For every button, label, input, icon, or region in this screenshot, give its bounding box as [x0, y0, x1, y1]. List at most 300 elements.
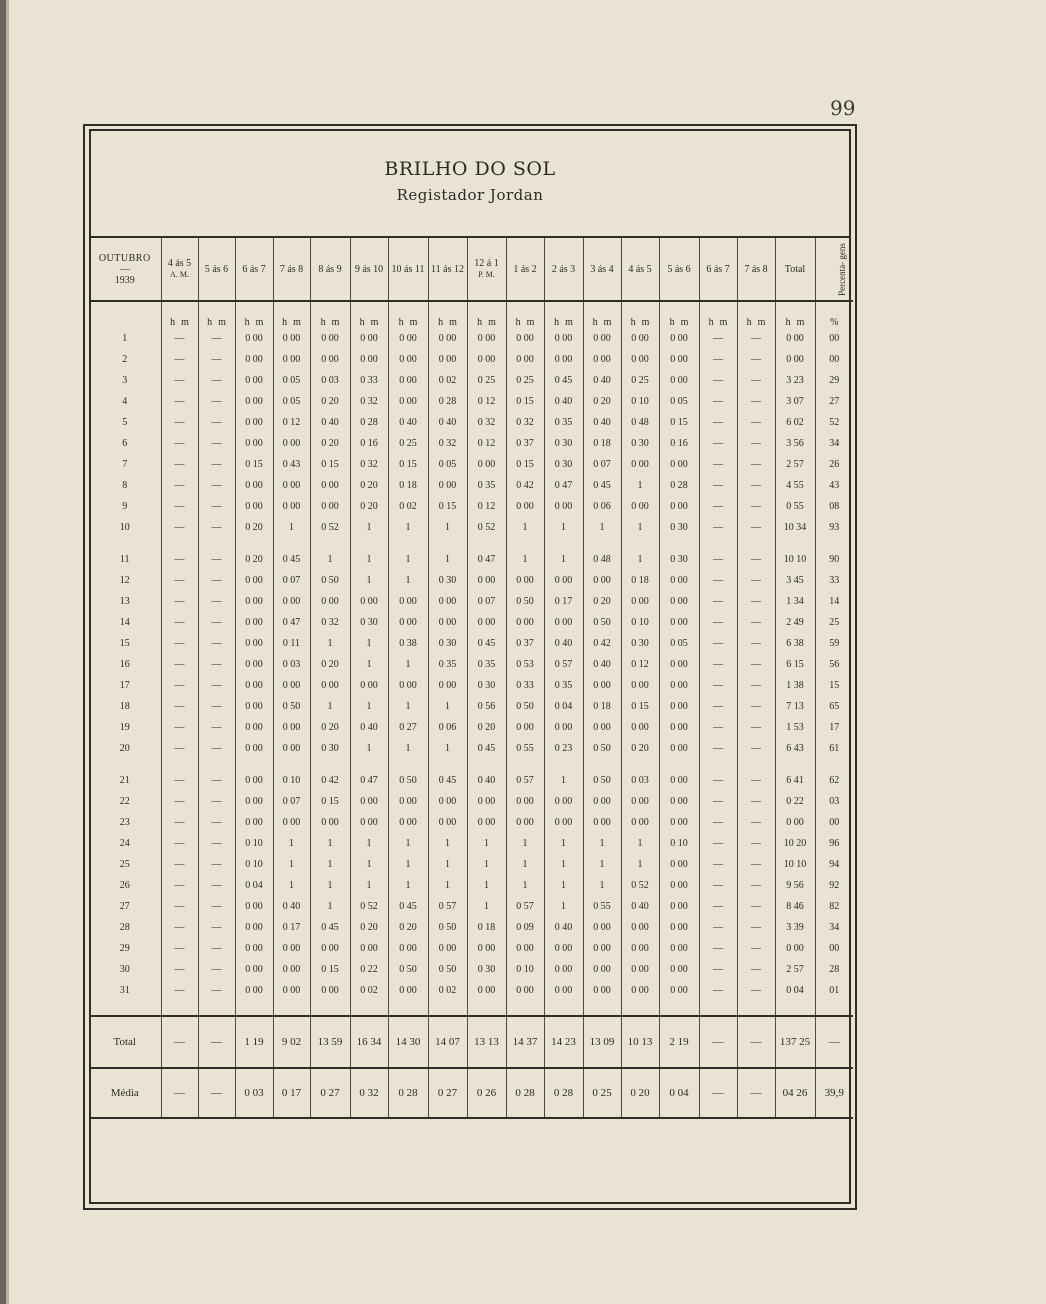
table-cell: 0 00 — [506, 349, 544, 370]
unit-pct: % — [815, 301, 853, 328]
table-cell: 0 50 — [583, 770, 621, 791]
day-number: 21 — [119, 775, 130, 786]
table-cell: 0 00 — [235, 654, 273, 675]
table-cell: 0 00 — [544, 980, 583, 1001]
table-cell: 0 15 — [310, 791, 350, 812]
spacer-cell — [198, 1001, 235, 1016]
table-row — [89, 370, 853, 391]
table-cell: 0 55 — [775, 496, 815, 517]
table-cell: — — [198, 717, 235, 738]
spacer-cell — [350, 1001, 388, 1016]
table-cell: 0 50 — [428, 959, 467, 980]
table-cell: 0 00 — [273, 738, 310, 759]
table-cell: 0 00 — [235, 349, 273, 370]
month-dash: — — [119, 263, 130, 275]
table-cell: 8 46 — [775, 896, 815, 917]
table-cell: — — [161, 549, 198, 570]
table-cell: — — [198, 370, 235, 391]
table-cell: — — [737, 349, 775, 370]
table-cell: 0 12 — [467, 391, 506, 412]
month-label: OUTUBRO — [98, 252, 151, 264]
table-cell: 0 04 — [775, 980, 815, 1001]
day-number: 30 — [119, 964, 130, 975]
table-cell: 0 52 — [350, 896, 388, 917]
table-cell: 0 12 — [467, 496, 506, 517]
table-cell: 1 — [506, 875, 544, 896]
table-cell: 0 50 — [583, 612, 621, 633]
table-row — [89, 591, 853, 612]
table-cell: 0 18 — [467, 917, 506, 938]
day-number: 6 — [122, 438, 128, 449]
table-cell: — — [699, 717, 737, 738]
spacer-cell — [273, 759, 310, 770]
table-cell: — — [161, 791, 198, 812]
spacer-cell — [388, 759, 428, 770]
unit-m: m — [719, 317, 728, 328]
table-cell: — — [198, 475, 235, 496]
table-cell: 1 19 — [235, 1016, 273, 1068]
table-cell: 1 — [428, 696, 467, 717]
col-header-7-8-pm: 7 ás 8 — [737, 238, 775, 301]
table-cell: — — [699, 1016, 737, 1068]
units-cell — [198, 301, 235, 328]
table-cell: 0 55 — [506, 738, 544, 759]
spacer-cell — [506, 538, 544, 549]
units-cell — [350, 301, 388, 328]
table-cell: — — [198, 875, 235, 896]
table-cell: — — [737, 917, 775, 938]
table-cell: 2 57 — [775, 454, 815, 475]
table-cell: — — [161, 1068, 198, 1118]
table-cell: 0 25 — [506, 370, 544, 391]
spacer-cell — [506, 759, 544, 770]
table-cell: 0 20 — [350, 475, 388, 496]
spacer-cell — [815, 1001, 853, 1016]
table-row — [89, 717, 853, 738]
table-cell: 0 00 — [659, 349, 699, 370]
table-cell: 0 00 — [621, 717, 659, 738]
table-cell: 2 57 — [775, 959, 815, 980]
day-number: 18 — [119, 701, 130, 712]
table-cell: 0 25 — [583, 1068, 621, 1118]
table-cell: 0 45 — [273, 549, 310, 570]
table-cell: 0 00 — [621, 675, 659, 696]
table-cell: 1 — [544, 770, 583, 791]
table-cell: 0 50 — [583, 738, 621, 759]
table-row — [89, 433, 853, 454]
table-cell: 0 47 — [273, 612, 310, 633]
table-cell: 0 04 — [659, 1068, 699, 1118]
table-cell: 0 00 — [506, 570, 544, 591]
unit-h: h — [170, 317, 176, 328]
table-cell: 0 00 — [659, 696, 699, 717]
table-row — [89, 349, 853, 370]
table-cell: 0 00 — [544, 328, 583, 349]
table-cell: 0 30 — [621, 633, 659, 654]
spacer-cell — [737, 759, 775, 770]
percentage-cell: 34 — [815, 433, 853, 454]
total-row — [89, 1016, 853, 1068]
table-cell: 0 15 — [388, 454, 428, 475]
table-cell: — — [198, 1016, 235, 1068]
table-cell: 10 20 — [775, 833, 815, 854]
table-cell: 0 00 — [659, 612, 699, 633]
table-cell: — — [161, 696, 198, 717]
table-cell: 0 52 — [621, 875, 659, 896]
table-cell: 0 05 — [659, 633, 699, 654]
table-cell: 0 00 — [659, 770, 699, 791]
table-cell: 10 10 — [775, 854, 815, 875]
table-cell: 0 00 — [428, 349, 467, 370]
table-cell: — — [699, 612, 737, 633]
table-cell: 0 00 — [583, 717, 621, 738]
table-cell: — — [161, 496, 198, 517]
spacer-cell — [659, 1001, 699, 1016]
table-cell: — — [737, 454, 775, 475]
percentage-cell: 62 — [815, 770, 853, 791]
table-cell: 1 — [428, 549, 467, 570]
percentage-cell: 27 — [815, 391, 853, 412]
unit-m: m — [370, 317, 379, 328]
spacer-cell — [621, 538, 659, 549]
table-cell: — — [161, 454, 198, 475]
table-cell: 0 12 — [621, 654, 659, 675]
day-number: 16 — [119, 659, 130, 670]
table-cell: — — [737, 633, 775, 654]
unit-h: h — [398, 317, 404, 328]
table-cell: — — [198, 612, 235, 633]
table-cell: 0 32 — [350, 391, 388, 412]
table-cell: 0 00 — [544, 959, 583, 980]
percentage-cell: 96 — [815, 833, 853, 854]
table-cell: 0 00 — [659, 591, 699, 612]
table-cell: 0 05 — [659, 391, 699, 412]
day-number: 10 — [119, 522, 130, 533]
table-cell: 1 38 — [775, 675, 815, 696]
table-cell: 0 00 — [235, 959, 273, 980]
table-cell: — — [161, 896, 198, 917]
table-cell: 0 05 — [273, 391, 310, 412]
table-cell: 0 00 — [659, 496, 699, 517]
table-cell: 0 30 — [544, 433, 583, 454]
table-cell: — — [699, 675, 737, 696]
table-cell: 0 18 — [388, 475, 428, 496]
table-cell: 0 00 — [235, 391, 273, 412]
table-cell: 0 50 — [506, 591, 544, 612]
day-number: 3 — [122, 375, 128, 386]
table-cell: 0 45 — [428, 770, 467, 791]
table-cell: 1 — [350, 738, 388, 759]
day-number: 2 — [122, 354, 128, 365]
table-row — [89, 454, 853, 475]
table-cell: — — [737, 938, 775, 959]
table-cell: 0 20 — [467, 717, 506, 738]
table-row — [89, 675, 853, 696]
table-cell: 1 — [621, 475, 659, 496]
unit-m: m — [757, 317, 766, 328]
table-cell: 0 00 — [544, 612, 583, 633]
spacer-cell — [310, 759, 350, 770]
table-cell: 0 18 — [583, 696, 621, 717]
table-row — [89, 896, 853, 917]
spacer-cell — [699, 759, 737, 770]
col-header-percentages — [815, 238, 853, 301]
table-cell: — — [699, 833, 737, 854]
table-cell: 0 00 — [388, 791, 428, 812]
table-cell: 04 26 — [775, 1068, 815, 1118]
spacer-cell — [544, 1001, 583, 1016]
spacer-cell — [621, 1001, 659, 1016]
percentage-cell: 14 — [815, 591, 853, 612]
table-cell: — — [198, 980, 235, 1001]
table-cell: — — [198, 738, 235, 759]
table-cell: 0 00 — [235, 591, 273, 612]
table-cell: — — [737, 612, 775, 633]
table-cell: — — [198, 433, 235, 454]
table-cell: 1 — [583, 517, 621, 538]
table-cell: 6 41 — [775, 770, 815, 791]
table-cell: — — [161, 959, 198, 980]
table-cell: 1 — [388, 854, 428, 875]
table-cell: 1 — [467, 875, 506, 896]
spacer-cell — [467, 1001, 506, 1016]
table-row — [89, 791, 853, 812]
table-cell: 0 00 — [659, 938, 699, 959]
table-cell: — — [737, 433, 775, 454]
table-cell: — — [699, 770, 737, 791]
day-number: 5 — [122, 417, 128, 428]
table-cell: 0 20 — [583, 391, 621, 412]
spacer-cell — [737, 1001, 775, 1016]
units-cell — [659, 301, 699, 328]
table-cell: — — [737, 875, 775, 896]
table-cell: 0 00 — [428, 812, 467, 833]
table-row — [89, 980, 853, 1001]
table-cell: 6 02 — [775, 412, 815, 433]
table-cell: 0 30 — [659, 517, 699, 538]
table-cell: 0 47 — [467, 549, 506, 570]
table-cell: 0 35 — [467, 654, 506, 675]
table-row — [89, 833, 853, 854]
table-cell: — — [161, 475, 198, 496]
table-cell: — — [737, 812, 775, 833]
table-cell: 0 00 — [350, 812, 388, 833]
table-cell: 0 00 — [273, 959, 310, 980]
table-cell: 0 17 — [273, 917, 310, 938]
table-cell: 0 57 — [428, 896, 467, 917]
table-cell: — — [198, 917, 235, 938]
table-row — [89, 696, 853, 717]
table-cell: 0 00 — [659, 717, 699, 738]
table-cell: — — [737, 770, 775, 791]
table-cell: — — [699, 938, 737, 959]
spacer-cell — [89, 1001, 161, 1016]
percentage-cell: 92 — [815, 875, 853, 896]
table-cell: 0 00 — [621, 938, 659, 959]
table-cell: 0 00 — [544, 791, 583, 812]
table-cell: 0 45 — [310, 917, 350, 938]
unit-h: h — [669, 317, 675, 328]
table-cell: — — [737, 791, 775, 812]
table-cell: 0 03 — [621, 770, 659, 791]
table-cell: 0 30 — [350, 612, 388, 633]
table-cell: 0 40 — [583, 412, 621, 433]
table-cell: — — [198, 570, 235, 591]
table-cell: 1 — [388, 696, 428, 717]
unit-h: h — [785, 317, 791, 328]
percentage-cell: 01 — [815, 980, 853, 1001]
day-number: 20 — [119, 743, 130, 754]
units-cell — [235, 301, 273, 328]
table-cell: — — [161, 833, 198, 854]
table-cell: 0 50 — [273, 696, 310, 717]
table-cell: 16 34 — [350, 1016, 388, 1068]
table-cell: 0 10 — [621, 391, 659, 412]
table-cell: 0 00 — [775, 349, 815, 370]
table-cell: — — [198, 812, 235, 833]
table-row — [89, 549, 853, 570]
table-cell: 0 50 — [310, 570, 350, 591]
table-cell: 0 40 — [544, 633, 583, 654]
table-cell: 0 00 — [583, 349, 621, 370]
table-cell: — — [737, 738, 775, 759]
unit-h: h — [708, 317, 714, 328]
table-cell: 0 00 — [659, 959, 699, 980]
table-cell: 0 50 — [388, 959, 428, 980]
table-cell: 0 30 — [621, 433, 659, 454]
table-cell: 0 00 — [621, 496, 659, 517]
day-number: 8 — [122, 480, 128, 491]
table-cell: 0 00 — [583, 980, 621, 1001]
table-cell: 0 48 — [583, 549, 621, 570]
table-cell: 0 16 — [659, 433, 699, 454]
spacer-cell — [775, 759, 815, 770]
table-cell: 0 00 — [428, 591, 467, 612]
col-header-4-5-pm: 4 ás 5 — [621, 238, 659, 301]
day-number: 23 — [119, 817, 130, 828]
table-cell: 0 00 — [273, 717, 310, 738]
table-cell: — — [699, 475, 737, 496]
table-cell: 0 00 — [273, 349, 310, 370]
table-row — [89, 738, 853, 759]
table-cell: 3 07 — [775, 391, 815, 412]
day-number: 19 — [119, 722, 130, 733]
table-cell: 1 — [428, 738, 467, 759]
table-cell: 0 42 — [506, 475, 544, 496]
table-cell: — — [161, 717, 198, 738]
units-cell — [775, 301, 815, 328]
table-cell: — — [198, 633, 235, 654]
units-cell — [161, 301, 198, 328]
table-row — [89, 917, 853, 938]
table-cell: 7 13 — [775, 696, 815, 717]
table-cell: 0 00 — [621, 454, 659, 475]
spacer-cell — [583, 1001, 621, 1016]
table-cell: 1 — [350, 633, 388, 654]
table-cell: — — [198, 675, 235, 696]
table-cell: 0 37 — [506, 433, 544, 454]
table-cell: 3 45 — [775, 570, 815, 591]
table-cell: 0 00 — [273, 591, 310, 612]
table-cell: 0 02 — [428, 370, 467, 391]
table-cell: 1 — [583, 854, 621, 875]
table-cell: — — [699, 896, 737, 917]
spacer-cell — [235, 1001, 273, 1016]
table-cell: 0 20 — [621, 738, 659, 759]
table-cell: 0 30 — [544, 454, 583, 475]
table-cell: 14 07 — [428, 1016, 467, 1068]
table-cell: 0 40 — [583, 654, 621, 675]
table-cell: 1 — [350, 654, 388, 675]
table-cell: 1 — [310, 633, 350, 654]
spacer-cell — [467, 759, 506, 770]
percentage-cell: 00 — [815, 812, 853, 833]
day-number: 14 — [119, 617, 130, 628]
table-cell: 0 20 — [235, 549, 273, 570]
table-cell: — — [737, 675, 775, 696]
table-row — [89, 854, 853, 875]
table-cell: 3 39 — [775, 917, 815, 938]
table-cell: 0 15 — [310, 454, 350, 475]
table-cell: 0 20 — [621, 1068, 659, 1118]
table-cell: 0 25 — [388, 433, 428, 454]
table-cell: 1 — [428, 833, 467, 854]
table-cell: 0 00 — [467, 612, 506, 633]
table-cell: 0 50 — [428, 917, 467, 938]
table-cell: — — [737, 717, 775, 738]
table-cell: 0 38 — [388, 633, 428, 654]
table-cell: 0 04 — [235, 875, 273, 896]
percentage-cell: 33 — [815, 570, 853, 591]
table-cell: — — [737, 549, 775, 570]
unit-m: m — [181, 317, 189, 328]
table-cell: 0 22 — [350, 959, 388, 980]
table-cell: 1 — [350, 833, 388, 854]
spacer-cell — [737, 538, 775, 549]
unit-m: m — [526, 317, 535, 328]
table-cell: 0 00 — [506, 717, 544, 738]
table-cell: 0 10 — [506, 959, 544, 980]
table-cell: — — [161, 654, 198, 675]
table-cell: — — [737, 896, 775, 917]
table-cell: 13 09 — [583, 1016, 621, 1068]
table-cell: 0 00 — [235, 412, 273, 433]
column-header-row — [89, 238, 853, 301]
table-cell: 0 00 — [388, 370, 428, 391]
spacer-cell — [583, 759, 621, 770]
table-cell: 1 — [544, 875, 583, 896]
table-cell: 0 00 — [235, 370, 273, 391]
table-cell: — — [737, 475, 775, 496]
table-cell: 0 57 — [506, 770, 544, 791]
table-cell: — — [699, 654, 737, 675]
table-row — [89, 812, 853, 833]
table-cell: — — [699, 496, 737, 517]
table-cell: 0 00 — [273, 980, 310, 1001]
day-number: 27 — [119, 901, 130, 912]
table-cell: 13 13 — [467, 1016, 506, 1068]
table-cell: 0 48 — [621, 412, 659, 433]
table-cell: 0 00 — [310, 475, 350, 496]
table-cell: 1 — [544, 833, 583, 854]
table-cell: — — [699, 370, 737, 391]
unit-m: m — [293, 317, 301, 328]
percentage-cell: 03 — [815, 791, 853, 812]
table-cell: 0 00 — [388, 612, 428, 633]
table-cell: 0 25 — [467, 370, 506, 391]
table-cell: 2 19 — [659, 1016, 699, 1068]
table-cell: 13 59 — [310, 1016, 350, 1068]
